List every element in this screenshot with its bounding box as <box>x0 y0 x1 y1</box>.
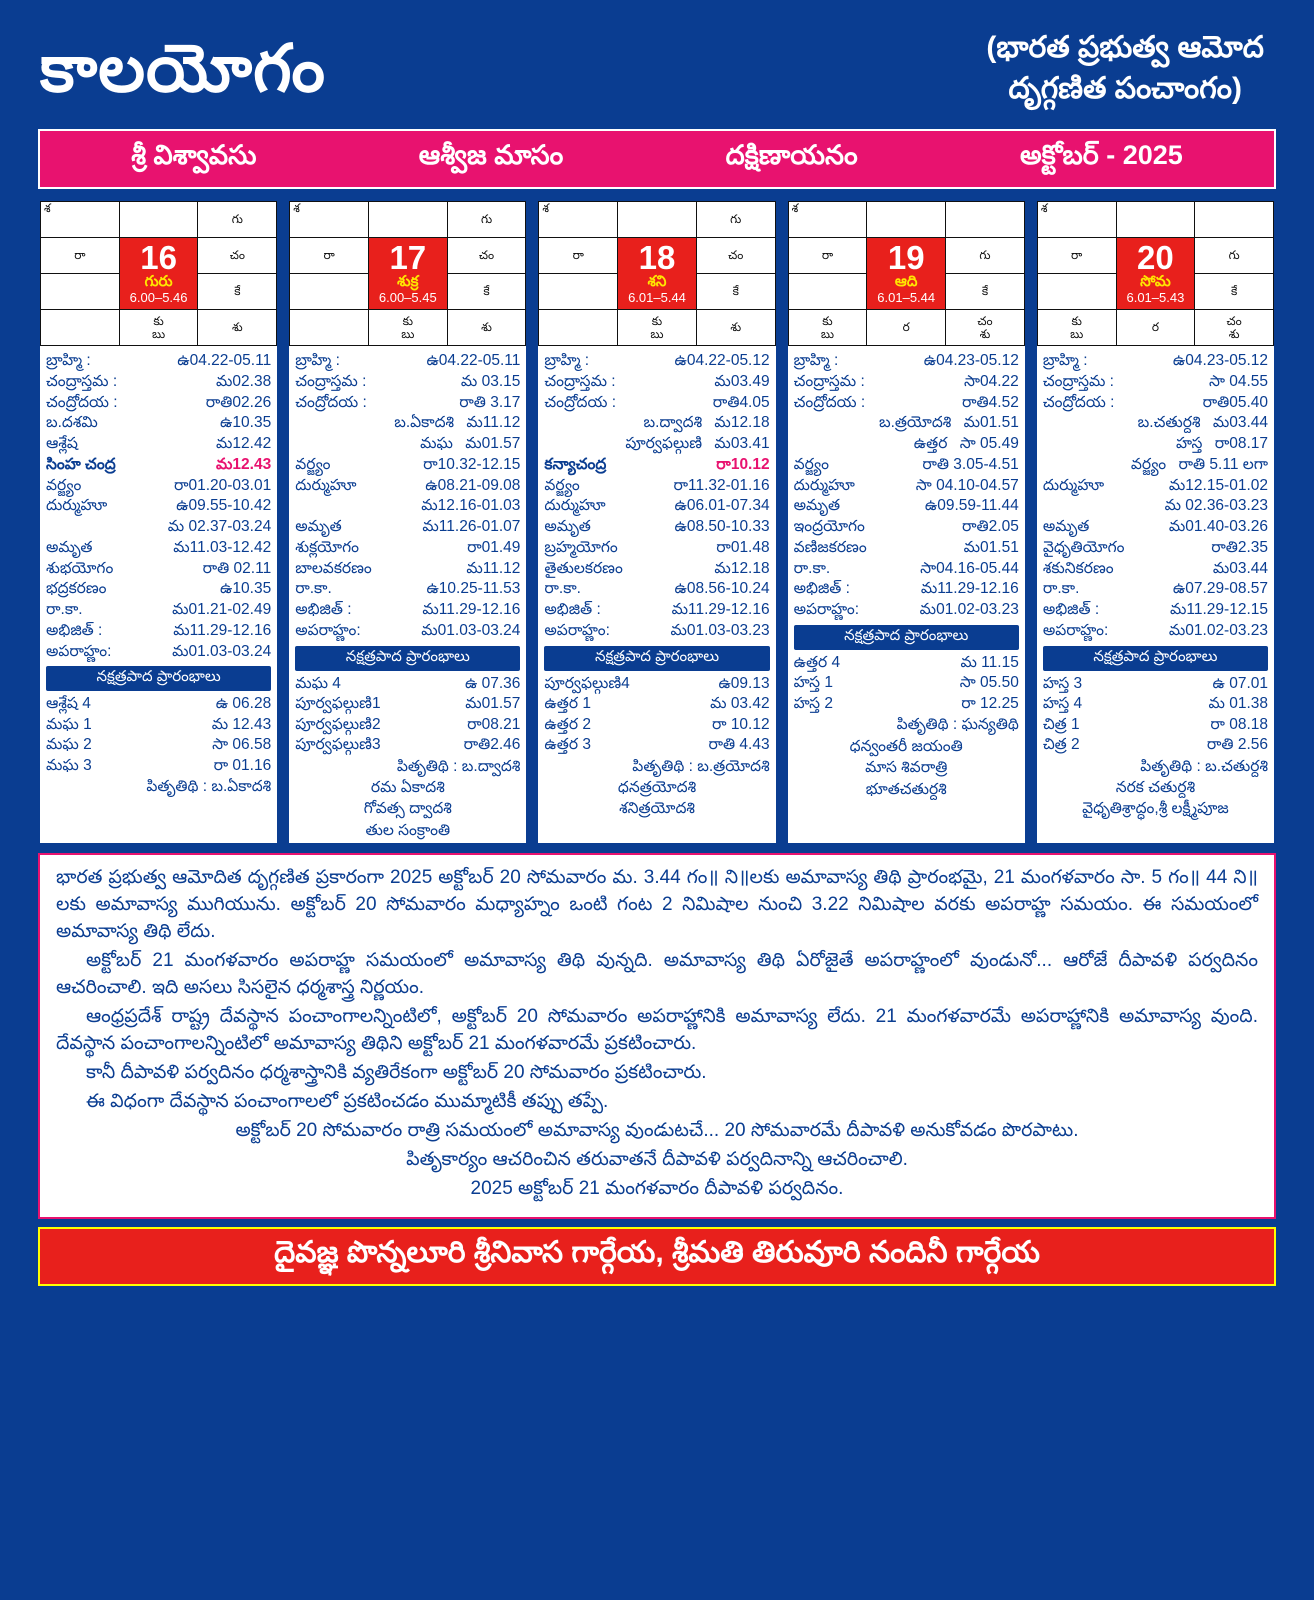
chart-cell-sa: శ <box>1037 202 1116 238</box>
detail-line: అపరాహ్ణం: మ01.03-03.24 <box>295 621 521 639</box>
day-details <box>1037 346 1274 843</box>
pada-row: మఘ 4 ఉ 07.36 <box>295 674 521 692</box>
detail-line: అమృత మ11.26-01.07 <box>295 518 521 536</box>
day-card[interactable] <box>38 199 279 845</box>
detail-line: అపరాహ్ణం: మ01.03-03.24 <box>46 642 272 660</box>
pada-row: పూర్వఫల్గుణి2 రా08.21 <box>295 715 521 733</box>
detail-line: పూర్వఫల్గుణి మ03.41 <box>625 435 770 453</box>
detail-line: బ.దశమి ఉ10.35 <box>46 414 272 432</box>
page-subtitle-line1: (భారత ప్రభుత్వ ఆమోద <box>986 31 1264 64</box>
detail-line: బ.ఏకాదశి మ11.12 <box>394 414 521 432</box>
detail-line: బ.ద్వాదశి మ12.18 <box>643 414 770 432</box>
chart-cell-ra: రా <box>539 238 618 274</box>
chart-cell-ku-bu: కు బు <box>368 310 447 346</box>
detail-line: దుర్ముహూ ఉ09.55-10.42 <box>46 497 272 515</box>
chart-cell-gu: గు <box>1195 238 1274 274</box>
detail-line: అపరాహ్ణం: మ01.03-03.23 <box>544 621 770 639</box>
nakshatra-pada-heading: నక్షత్రపాద ప్రారంభాలు <box>46 666 271 691</box>
detail-line: రా.కా. ఉ07.29-08.57 <box>1042 580 1269 598</box>
detail-line: అమృత ఉ09.59-11.44 <box>793 497 1019 515</box>
day-sunrise-sunset: 6.00–5.46 <box>129 289 188 305</box>
day-columns <box>38 199 1276 845</box>
notice-panel <box>38 853 1276 1219</box>
chart-cell-ke: కే <box>447 274 526 310</box>
detail-line: అమృత ఉ08.50-10.33 <box>544 518 770 536</box>
festival-item: ధనత్రయోదశి <box>617 778 697 796</box>
pada-row: ఆశ్లేష 4 ఉ 06.28 <box>46 695 272 713</box>
chart-cell-gu: గు <box>198 202 277 238</box>
chart-cell-ku-bu: కు బు <box>1037 310 1116 346</box>
chart-cell-ke: కే <box>198 274 277 310</box>
footer-banner <box>38 1227 1276 1286</box>
day-details <box>40 346 277 843</box>
detail-line: రా.కా. ఉ08.56-10.24 <box>544 580 770 598</box>
chart-cell-empty <box>946 202 1025 238</box>
detail-line: రా.కా. ఉ10.25-11.53 <box>295 580 521 598</box>
detail-line: అభిజిత్ : మ11.29-12.16 <box>793 580 1019 598</box>
detail-line: బ.చతుర్దశి మ03.44 <box>1137 414 1269 432</box>
detail-line: తైతులకరణం మ12.18 <box>544 559 770 577</box>
almanac-band <box>38 129 1276 189</box>
pada-row: ఉత్తర 2 రా 10.12 <box>544 715 770 733</box>
pada-row: చిత్ర 1 రా 08.18 <box>1042 715 1269 733</box>
detail-line: వైధృతియోగం రాతి2.35 <box>1042 538 1269 556</box>
detail-line: ఉత్తర సా 05.49 <box>913 435 1019 453</box>
detail-line: బ్రాహ్మి : ఉ04.23-05.12 <box>793 352 1019 369</box>
day-number: 19 <box>887 239 925 277</box>
nakshatra-pada-heading: నక్షత్రపాద ప్రారంభాలు <box>544 646 769 671</box>
chart-cell-empty <box>41 274 120 310</box>
detail-line: బ్రాహ్మి : ఉ04.22-05.12 <box>544 352 770 369</box>
day-details <box>788 346 1025 843</box>
detail-line: రా.కా. సా04.16-05.44 <box>793 559 1019 577</box>
detail-line: చంద్రాస్తమ : మ03.49 <box>544 372 770 390</box>
detail-line: శకునికరణం మ03.44 <box>1042 559 1269 577</box>
notice-paragraph: అక్టోబర్ 21 మంగళవారం అపరాహ్ణ సమయంలో అమావాస్య తిథి వున్నది. అమావాస్య తిథి ఏరోజైతే అపరాహ్ణంలో వుండునో... ఆరోజే దీపావళి పర్వదినం ఆచరించాలి. ఇది అసలు సిసలైన ధర్మశాస్త్ర నిర్ణయం. <box>56 950 1258 999</box>
chart-cell-cha: చం <box>198 238 277 274</box>
chart-cell-gu: గు <box>946 238 1025 274</box>
detail-line: దుర్ముహూ ఉ08.21-09.08 <box>295 476 521 494</box>
notice-paragraph: ఆంధ్రప్రదేశ్ రాష్ట్ర దేవస్థాన పంచాంగాలన్నింటిలో, అక్టోబర్ 20 సోమవారం అపరాహ్ణానికి అమావాస్య లేదు. 21 మంగళవారమే అపరాహ్ణానికి అమావాస్య వుంది. దేవస్థాన పంచాంగాలన్నింటిలో అమావాస్య తిథిని అక్టోబర్ 21 మంగళవారమే ప్రకటించారు. <box>56 1006 1258 1055</box>
rasi-chart <box>538 201 775 346</box>
chart-cell-sa: శ <box>290 202 369 238</box>
day-name: గురు <box>144 273 173 291</box>
pitru-tithi: పితృతిథి : బ.చతుర్దశి <box>1140 757 1269 775</box>
festival-item: రమ ఏకాదశి <box>370 778 445 796</box>
notice-paragraph: ఈ విధంగా దేవస్థాన పంచాంగాలలో ప్రకటించడం ముమ్మాటికీ తప్పు తప్పే. <box>86 1091 609 1113</box>
chart-cell-empty <box>788 274 867 310</box>
detail-line: బ్రాహ్మి : ఉ04.22-05.11 <box>295 352 521 369</box>
nakshatra-pada-heading: నక్షత్రపాద ప్రారంభాలు <box>794 625 1019 650</box>
day-name: శుక్ర <box>397 273 419 291</box>
chart-cell-empty <box>41 310 120 346</box>
day-sunrise-sunset: 6.01–5.43 <box>1126 289 1185 305</box>
day-name: శని <box>647 273 667 291</box>
detail-line-highlight: సింహ చంద్ర మ12.43 <box>46 455 272 473</box>
notice-highlight: పితృకార్యం ఆచరించిన తరువాతనే దీపావళి పర్వదినాన్ని ఆచరించాలి. <box>406 1149 908 1171</box>
chart-cell-empty <box>290 310 369 346</box>
rasi-chart <box>788 201 1025 346</box>
day-center <box>867 238 946 310</box>
pitru-tithi: పితృతిథి : బ.ద్వాదశి <box>396 757 521 775</box>
day-details <box>538 346 775 843</box>
detail-line: అపరాహ్ణం: మ01.02-03.23 <box>793 601 1019 619</box>
chart-cell-empty <box>1116 202 1195 238</box>
detail-line: చంద్రాస్తమ : సా 04.55 <box>1042 372 1269 390</box>
detail-line: హస్త రా08.17 <box>1175 435 1269 453</box>
detail-line: మ 02.37-03.24 <box>167 518 272 536</box>
pitru-tithi: పితృతిథి : బ.ఏకాదశి <box>146 778 272 796</box>
pada-row: హస్త 1 సా 05.50 <box>793 674 1019 692</box>
rasi-chart <box>1037 201 1274 346</box>
masthead <box>0 0 1314 123</box>
chart-cell-sa: శ <box>788 202 867 238</box>
festival-item: భూతచతుర్దశి <box>865 780 947 798</box>
rasi-chart <box>40 201 277 346</box>
band-samvatsara: శ్రీ విశ్వావసు <box>131 140 257 170</box>
pada-row: పూర్వఫల్గుణి4 ఉ09.13 <box>544 674 770 692</box>
detail-line-highlight: కన్యాచంద్ర రా10.12 <box>544 455 770 473</box>
detail-line: చంద్రోదయ : రాతి4.05 <box>544 393 770 411</box>
detail-line: రా.కా. మ01.21-02.49 <box>46 601 272 619</box>
pada-row: హస్త 4 మ 01.38 <box>1042 695 1269 713</box>
chart-cell-sa: శ <box>41 202 120 238</box>
day-name: సోమ <box>1140 273 1171 291</box>
detail-line: చంద్రోదయ : రాతి4.52 <box>793 393 1019 411</box>
detail-line: అపరాహ్ణం: మ01.02-03.23 <box>1042 621 1269 639</box>
detail-line: వర్జ్యం రాతి 3.05-4.51 <box>793 455 1019 473</box>
day-card[interactable] <box>536 199 777 845</box>
pada-row: ఉత్తర 4 మ 11.15 <box>793 653 1019 671</box>
chart-cell-ke: కే <box>696 274 775 310</box>
detail-line: వర్జ్యం రా11.32-01.16 <box>544 476 770 494</box>
pada-row: హస్త 3 ఉ 07.01 <box>1042 674 1269 692</box>
detail-line: వణిజకరణం మ01.51 <box>793 538 1019 556</box>
chart-cell-empty <box>119 202 198 238</box>
day-number: 16 <box>140 239 177 277</box>
chart-cell-ra: రా <box>788 238 867 274</box>
chart-cell-gu: గు <box>447 202 526 238</box>
festival-item: తుల సంక్రాంతి <box>365 821 451 839</box>
pada-row: ఉత్తర 1 మ 03.42 <box>544 695 770 713</box>
pitru-tithi: పితృతిథి : ఘన్యతిథి <box>896 716 1019 734</box>
chart-cell-sha: శు <box>696 310 775 346</box>
pada-row: మఘ 1 మ 12.43 <box>46 715 272 733</box>
day-sunrise-sunset: 6.01–5.44 <box>877 289 936 305</box>
day-sunrise-sunset: 6.00–5.45 <box>378 289 437 305</box>
detail-line: చంద్రాస్తమ : మ02.38 <box>46 372 272 390</box>
pada-row: పూర్వఫల్గుణి1 మ01.57 <box>295 695 521 713</box>
chart-cell-empty <box>539 274 618 310</box>
pada-row: హస్త 2 రా 12.25 <box>793 694 1019 712</box>
notice-paragraph: భారత ప్రభుత్వ ఆమోదిత దృగ్గణిత ప్రకారంగా 2025 అక్టోబర్ 20 సోమవారం మ. 3.44 గం॥ ని॥లకు అమావాస్య తిథి ప్రారంభమై, 21 మంగళవారం సా. 5 గం॥ 44 ని॥లకు అమావాస్య ముగియును. అక్టోబర్ 20 సోమవారం మధ్యాహ్నం ఒంటి గంట 2 నిమిషాల నుంచి 3.22 నిమిషాల వరకు అపరాహ్ణ సమయం. ఈ సమయంలో అమావాస్య తిథి లేదు. <box>56 867 1258 943</box>
page-title: కాలయోగం <box>40 30 327 105</box>
detail-line: దుర్ముహూ ఉ06.01-07.34 <box>544 497 770 515</box>
festival-item: నరక చతుర్దశి <box>1115 778 1196 796</box>
chart-cell-ku-bu: కు బు <box>788 310 867 346</box>
day-center <box>618 238 697 310</box>
detail-line: శుభయోగం రాతి 02.11 <box>46 559 272 577</box>
chart-cell-gu: గు <box>696 202 775 238</box>
detail-line: బ.త్రయోదశి మ01.51 <box>878 414 1019 432</box>
detail-line: బ్రహ్మయోగం రా01.48 <box>544 538 770 556</box>
festival-item: గోవత్స ద్వాదశి <box>363 800 452 818</box>
chart-cell-empty <box>618 202 697 238</box>
chart-cell-empty <box>1037 274 1116 310</box>
chart-cell-ku-bu: కు బు <box>618 310 697 346</box>
chart-cell-empty <box>368 202 447 238</box>
detail-line: అభిజిత్ : మ11.29-12.15 <box>1042 601 1269 619</box>
day-center <box>1116 238 1195 310</box>
detail-line: వర్జ్యం రా01.20-03.01 <box>46 476 272 494</box>
detail-line: అభిజిత్ : మ11.29-12.16 <box>46 621 272 639</box>
chart-cell-empty <box>539 310 618 346</box>
chart-cell-empty <box>867 202 946 238</box>
pitru-tithi: పితృతిథి : బ.త్రయోదశి <box>632 757 770 775</box>
notice-paragraph: కానీ దీపావళి పర్వదినం ధర్మశాస్త్రానికి వ్యతిరేకంగా అక్టోబర్ 20 సోమవారం ప్రకటించారు. <box>86 1062 707 1084</box>
day-center <box>368 238 447 310</box>
day-details <box>289 346 526 843</box>
detail-line: ఇంద్రయోగం రాతి2.05 <box>793 518 1019 536</box>
detail-line: చంద్రాస్తమ : సా04.22 <box>793 372 1019 390</box>
detail-line: బ్రాహ్మి : ఉ04.23-05.12 <box>1042 352 1269 369</box>
page-subtitle <box>986 28 1274 109</box>
nakshatra-pada-heading: నక్షత్రపాద ప్రారంభాలు <box>1043 646 1268 671</box>
detail-line: చంద్రోదయ : రాతి05.40 <box>1042 393 1269 411</box>
chart-cell-empty <box>1195 202 1274 238</box>
day-name: ఆది <box>894 273 918 291</box>
pada-row: చిత్ర 2 రాతి 2.56 <box>1042 736 1269 754</box>
notice-highlight: అక్టోబర్ 20 సోమవారం రాత్రి సమయంలో అమావాస్య వుండుటచే... 20 సోమవారమే దీపావళి అనుకోవడం పొరపాటు. <box>235 1120 1079 1142</box>
chart-cell-cha: చం <box>447 238 526 274</box>
detail-line: శుక్లయోగం రా01.49 <box>295 538 521 556</box>
festival-item: ధన్వంతరీ జయంతి <box>849 737 963 755</box>
detail-line: అమృత మ01.40-03.26 <box>1042 518 1269 536</box>
chart-cell-ku-bu: కు బు <box>119 310 198 346</box>
chart-cell-ke: కే <box>946 274 1025 310</box>
band-masam: ఆశ్వీజ మాసం <box>418 140 564 170</box>
festival-item: వైధృతిశ్రాద్ధం,శ్రీ లక్ష్మీపూజ <box>1082 800 1229 818</box>
detail-line: చంద్రోదయ : రాతి 3.17 <box>295 393 521 411</box>
chart-cell-cha-sha: చం శు <box>1195 310 1274 346</box>
chart-cell-ra: రా <box>290 238 369 274</box>
chart-cell-cha-sha: చం శు <box>946 310 1025 346</box>
chart-cell-sha: శు <box>198 310 277 346</box>
day-number: 17 <box>389 239 427 277</box>
pada-row: మఘ 2 సా 06.58 <box>46 736 272 754</box>
detail-line: ఆశ్లేష మ12.42 <box>46 435 272 453</box>
day-number: 20 <box>1137 239 1174 277</box>
footer-credits: దైవజ్ఞ పొన్నలూరి శ్రీనివాస గార్గేయ, శ్రీమతి తిరువూరి నందినీ గార్గేయ <box>274 1235 1040 1269</box>
chart-cell-ravi: ర <box>867 310 946 346</box>
pada-row: మఘ 3 రా 01.16 <box>46 756 272 774</box>
chart-cell-ra: రా <box>1037 238 1116 274</box>
festival-item: శనిత్రయోదశి <box>619 800 695 818</box>
detail-line: అభిజిత్ : మ11.29-12.16 <box>544 601 770 619</box>
nakshatra-pada-heading: నక్షత్రపాద ప్రారంభాలు <box>295 646 520 671</box>
page-subtitle-line2: దృగ్గణిత పంచాంగం) <box>1008 71 1242 105</box>
chart-cell-sa: శ <box>539 202 618 238</box>
detail-line: అభిజిత్ : మ11.29-12.16 <box>295 601 521 619</box>
festival-item: మాస శివరాత్రి <box>865 759 948 777</box>
chart-cell-ra: రా <box>41 238 120 274</box>
detail-line: వర్జ్యం రా10.32-12.15 <box>295 455 521 473</box>
detail-line: దుర్ముహూ సా 04.10-04.57 <box>793 476 1019 494</box>
day-number: 18 <box>638 239 676 277</box>
band-ayanam: దక్షిణాయనం <box>725 140 858 170</box>
chart-cell-sha: శు <box>447 310 526 346</box>
pada-row: పూర్వఫల్గుణి3 రాతి2.46 <box>295 736 521 754</box>
day-card[interactable] <box>1035 199 1276 845</box>
detail-line: వర్జ్యం రాతి 5.11 లగా <box>1130 455 1269 473</box>
chart-cell-cha: చం <box>696 238 775 274</box>
detail-line: బాలవకరణం మ11.12 <box>295 559 521 577</box>
chart-cell-ke: కే <box>1195 274 1274 310</box>
detail-line: మఘ మ01.57 <box>420 435 521 453</box>
day-card[interactable] <box>287 199 528 845</box>
chart-cell-ravi: ర <box>1116 310 1195 346</box>
notice-highlight: 2025 అక్టోబర్ 21 మంగళవారం దీపావళి పర్వదినం. <box>470 1178 844 1199</box>
detail-line: మ12.16-01.03 <box>421 497 521 515</box>
detail-line: మ 02.36-03.23 <box>1164 497 1269 515</box>
detail-line: దుర్ముహూ మ12.15-01.02 <box>1042 476 1269 494</box>
detail-line: చంద్రోదయ : రాతి02.26 <box>46 393 272 411</box>
detail-line: బ్రాహ్మి : ఉ04.22-05.11 <box>46 352 272 369</box>
band-month-year: అక్టోబర్ - 2025 <box>1020 140 1183 170</box>
detail-line: భద్రకరణం ఉ10.35 <box>46 580 272 598</box>
detail-line: అమృత మ11.03-12.42 <box>46 538 272 556</box>
chart-cell-empty <box>290 274 369 310</box>
rasi-chart <box>289 201 526 346</box>
detail-line: చంద్రాస్తమ : మ 03.15 <box>295 372 521 390</box>
day-sunrise-sunset: 6.01–5.44 <box>628 289 686 305</box>
pada-row: ఉత్తర 3 రాతి 4.43 <box>544 736 770 754</box>
day-center <box>119 238 198 310</box>
day-card[interactable] <box>786 199 1027 845</box>
